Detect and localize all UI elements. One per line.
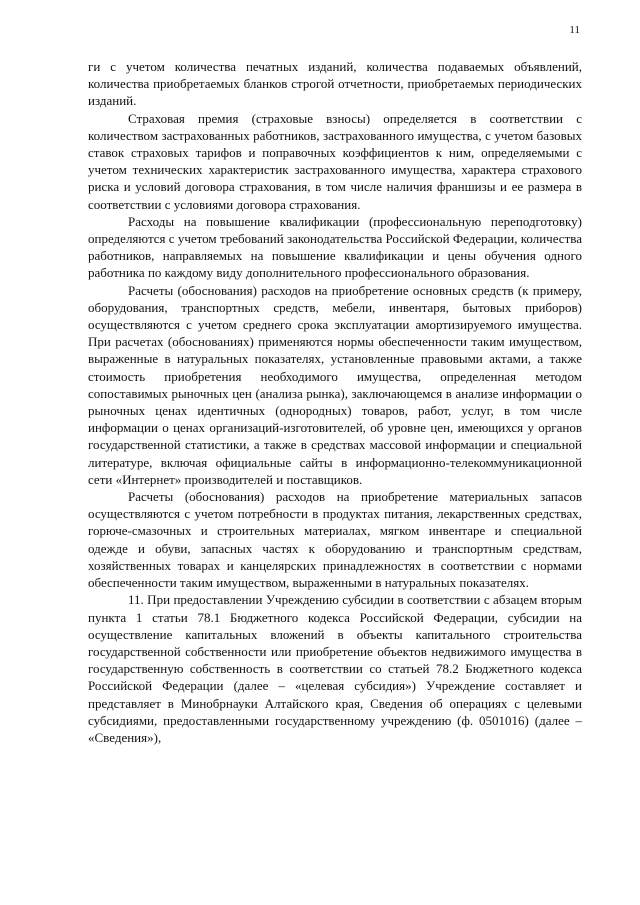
paragraph-item-11-subsidy: 11. При предоставлении Учреждению субсидии в соответствии с абзацем вторым пункта 1 статьи 78.1 Бюджетного кодекса Российской Федерации, субсидии на осуществление капитальных вложений в объекты капитального строительства государственной собственности или приобретение объектов недвижимого имущества в государственную собственность в соответствии со статьей 78.2 Бюджетного кодекса Российской Федерации (далее – «целевая субсидия») Учреждение составляет и представляет в Минобрнауки Алтайского края, Сведения об операциях с целевыми субсидиями, предоставленными государственному учреждению (ф. 0501016) (далее – «Сведения»), — [88, 592, 582, 745]
paragraph-fixed-assets: Расчеты (обоснования) расходов на приобретение основных средств (к примеру, оборудования, транспортных средств, мебели, инвентаря, бытовых приборов) осуществляются с учетом среднего срока эксплуатации амортизируемого имущества. При расчетах (обоснованиях) применяются нормы обеспеченности таким имуществом, выраженные в натуральных показателях, установленные правовыми актами, а также стоимость приобретения необходимого имущества, определенная методом сопоставимых рыночных цен (анализа рынка), заключающемся в анализе информации о рыночных ценах идентичных (однородных) товаров, работ, услуг, в том числе информации о ценах организаций-изготовителей, об уровне цен, имеющихся у органов государственной статистики, а также в средствах массовой информации и специальной литературе, включая официальные сайты в информационно-телекоммуникационной сети «Интернет» производителей и поставщиков. — [88, 282, 582, 487]
paragraph-insurance-premium: Страховая премия (страховые взносы) определяется в соответствии с количеством застрахованных работников, застрахованного имущества, с учетом базовых ставок страховых тарифов и поправочных коэффициентов к ним, определяемыми с учетом технических характеристик застрахованного имущества, характера страхового риска и условий договора страхования, в том числе наличия франшизы и ее размера в соответствии с условиями договора страхования. — [88, 110, 582, 212]
page-number: 11 — [569, 24, 580, 36]
paragraph-qualification-costs: Расходы на повышение квалификации (профессиональную переподготовку) определяются с учетом требований законодательства Российской Федерации, количества работников, направляемых на повышение квалификации и цены обучения одного работника по каждому виду дополнительного профессионального образования. — [88, 213, 582, 281]
document-body — [88, 58, 582, 746]
paragraph-continuation: ги с учетом количества печатных изданий, количества подаваемых объявлений, количества приобретаемых бланков строгой отчетности, приобретаемых периодических изданий. — [88, 59, 582, 109]
paragraph-material-stocks: Расчеты (обоснования) расходов на приобретение материальных запасов осуществляются с учетом потребности в продуктах питания, лекарственных средствах, горюче-смазочных и строительных материалах, мягком инвентаре и специальной одежде и обуви, запасных частях к оборудованию и транспортным средствам, хозяйственных товарах и канцелярских принадлежностях в соответствии с нормами обеспеченности таким имуществом, выраженными в натуральных показателях. — [88, 489, 582, 591]
